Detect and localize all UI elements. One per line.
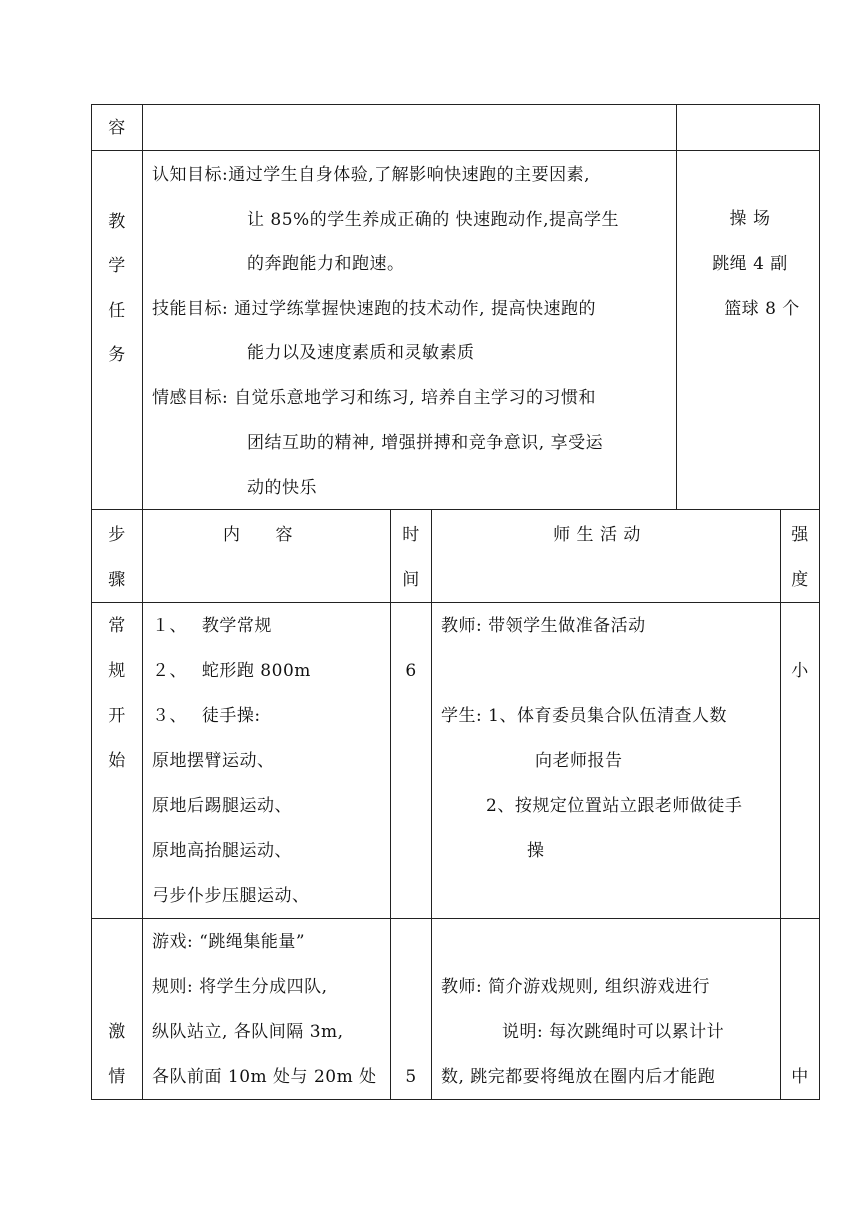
header-time: 时 bbox=[402, 525, 420, 545]
header-step: 骤 bbox=[108, 570, 126, 590]
section2-activity-line: 说明: 每次跳绳时可以累计计 bbox=[502, 1022, 725, 1042]
equipment-item: 篮球 8 个 bbox=[724, 299, 800, 319]
table-border bbox=[91, 150, 820, 151]
objective-line: 认知目标:通过学生自身体验,了解影响快速跑的主要因素, bbox=[152, 165, 591, 185]
table-border bbox=[91, 509, 820, 510]
section1-content-line: 原地高抬腿运动、 bbox=[152, 841, 292, 861]
section2-content-line: 各队前面 10m 处与 20m 处 bbox=[152, 1067, 377, 1087]
table-border bbox=[819, 104, 820, 1100]
section1-time: 6 bbox=[405, 661, 417, 681]
section1-activity-line: 向老师报告 bbox=[535, 751, 623, 771]
objective-line: 能力以及速度素质和灵敏素质 bbox=[247, 343, 475, 363]
header-intensity: 强 bbox=[791, 525, 809, 545]
section2-content-line: 纵队站立, 各队间隔 3m, bbox=[152, 1022, 344, 1042]
section1-label-char: 常 bbox=[108, 616, 126, 636]
section1-activity-line: 操 bbox=[527, 841, 545, 861]
section1-content-line: 原地摆臂运动、 bbox=[152, 751, 275, 771]
section2-label-char: 激 bbox=[108, 1022, 126, 1042]
objective-line: 让 85%的学生养成正确的 快速跑动作,提高学生 bbox=[247, 210, 619, 230]
header-content: 内 容 bbox=[223, 525, 293, 545]
table-border bbox=[91, 1099, 820, 1100]
section1-activity-line: 2、按规定位置站立跟老师做徒手 bbox=[486, 796, 743, 816]
section1-activity-line: 教师: 带领学生做准备活动 bbox=[441, 616, 646, 636]
equipment-item: 跳绳 4 副 bbox=[712, 254, 788, 274]
section1-label-char: 始 bbox=[108, 751, 126, 771]
table-border bbox=[142, 104, 143, 1100]
header-step: 步 bbox=[108, 525, 126, 545]
header-intensity: 度 bbox=[791, 570, 809, 590]
objective-line: 的奔跑能力和跑速。 bbox=[247, 254, 405, 274]
header-activity: 师 生 活 动 bbox=[553, 525, 641, 545]
section2-activity-line: 数, 跳完都要将绳放在圈内后才能跑 bbox=[441, 1067, 716, 1087]
section2-content-line: 游戏: “跳绳集能量” bbox=[152, 932, 306, 952]
header-time: 间 bbox=[402, 570, 420, 590]
section1-label-char: 开 bbox=[108, 706, 126, 726]
task-label-char: 学 bbox=[108, 256, 126, 276]
objective-line: 动的快乐 bbox=[247, 478, 317, 498]
content-row-label: 容 bbox=[108, 118, 126, 138]
section2-time: 5 bbox=[405, 1067, 417, 1087]
task-label-char: 教 bbox=[108, 212, 126, 232]
section2-label-char: 情 bbox=[108, 1067, 126, 1087]
table-border bbox=[91, 104, 92, 1100]
table-border bbox=[390, 509, 391, 1100]
objective-line: 技能目标: 通过学练掌握快速跑的技术动作, 提高快速跑的 bbox=[152, 299, 596, 319]
objective-line: 团结互助的精神, 增强拼搏和竞争意识, 享受运 bbox=[247, 433, 604, 453]
task-label-char: 务 bbox=[108, 345, 126, 365]
section1-content-line: ３、 徒手操: bbox=[152, 706, 261, 726]
table-border bbox=[91, 104, 820, 105]
table-border bbox=[91, 918, 820, 919]
table-border bbox=[431, 509, 432, 1100]
table-border bbox=[780, 509, 781, 1100]
section1-activity-line: 学生: 1、体育委员集合队伍清查人数 bbox=[441, 706, 727, 726]
section1-content-line: 原地后踢腿运动、 bbox=[152, 796, 292, 816]
section1-intensity: 小 bbox=[791, 661, 809, 681]
section1-content-line: ２、 蛇形跑 800m bbox=[152, 661, 311, 681]
task-label-char: 任 bbox=[108, 301, 126, 321]
section2-intensity: 中 bbox=[791, 1067, 809, 1087]
section1-label-char: 规 bbox=[108, 661, 126, 681]
table-border bbox=[676, 104, 677, 510]
objective-line: 情感目标: 自觉乐意地学习和练习, 培养自主学习的习惯和 bbox=[152, 388, 596, 408]
table-border bbox=[91, 602, 820, 603]
section2-activity-line: 教师: 简介游戏规则, 组织游戏进行 bbox=[441, 977, 710, 997]
section1-content-line: 弓步仆步压腿运动、 bbox=[152, 886, 310, 906]
section1-content-line: １、 教学常规 bbox=[152, 616, 272, 636]
equipment-item: 操 场 bbox=[729, 209, 771, 229]
section2-content-line: 规则: 将学生分成四队, bbox=[152, 977, 328, 997]
